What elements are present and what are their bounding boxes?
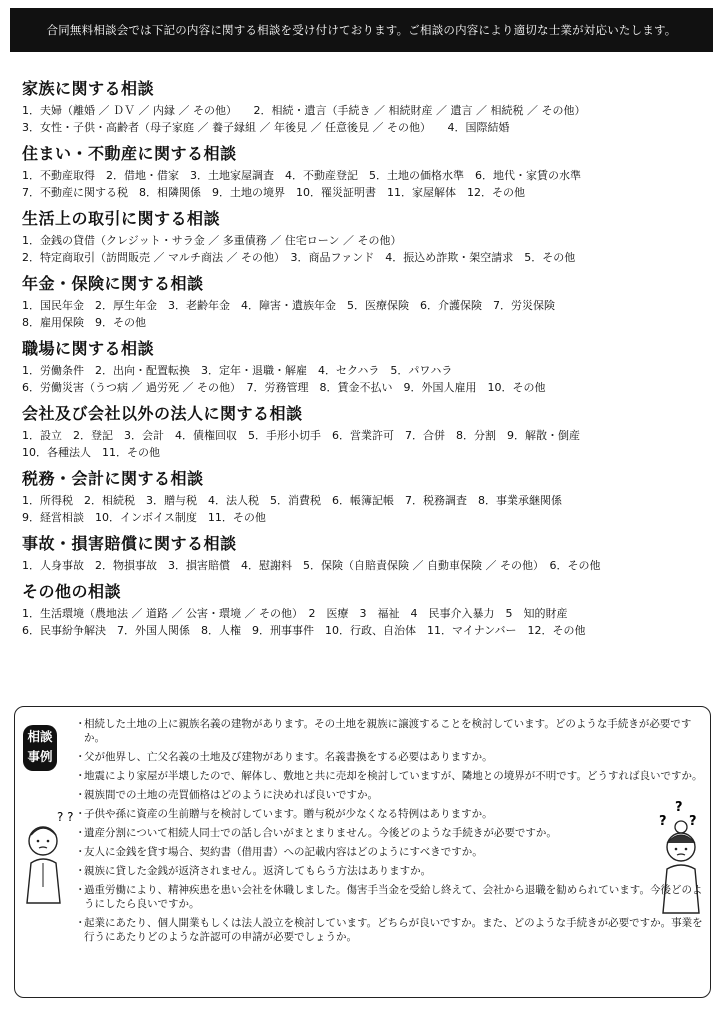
case-text: 子供や孫に資産の生前贈与を検討しています。贈与税が少なくなる特例はありますか。	[84, 808, 493, 820]
category-items-line: 7．不動産に関する税 8．相隣関係 9．土地の境界 10．罹災証明書 11．家屋解体 12．その他	[22, 186, 525, 199]
consultation-examples-box	[14, 706, 711, 998]
category-items-line: 1．不動産取得 2．借地・借家 3．土地家屋調査 4．不動産登記 5．土地の価格水準 6．地代・家賃の水準	[22, 169, 581, 182]
case-text: 友人に金銭を貸す場合、契約書（借用書）への記載内容はどのようにすべきですか。	[84, 846, 483, 858]
category-title: 会社及び会社以外の法人に関する相談	[22, 404, 303, 423]
case-example	[75, 750, 705, 764]
category-section	[22, 274, 712, 331]
category-items-line: 1．国民年金 2．厚生年金 3．老齢年金 4．障害・遺族年金 5．医療保険 6．介護保険 7．労災保険	[22, 299, 555, 312]
category-section	[22, 582, 712, 639]
thinking-man-illustration	[23, 807, 75, 917]
badge-line: 相談	[27, 729, 53, 744]
category-title: 税務・会計に関する相談	[22, 469, 204, 488]
case-example	[75, 788, 705, 802]
case-text: 親族に貸した金銭が返済されません。返済してもらう方法はありますか。	[84, 865, 432, 877]
case-list	[75, 717, 705, 949]
bullet-icon: ・	[75, 808, 86, 820]
category-section	[22, 79, 712, 136]
category-items-line: 10．各種法人 11．その他	[22, 446, 160, 459]
bullet-icon: ・	[75, 751, 86, 763]
category-section	[22, 534, 712, 574]
bullet-icon: ・	[75, 917, 86, 929]
category-items-line: 1．労働条件 2．出向・配置転換 3．定年・退職・解雇 4．セクハラ 5．パワハラ	[22, 364, 453, 377]
bullet-icon: ・	[75, 846, 86, 858]
category-items-line: 2．特定商取引（訪問販売 ／ マルチ商法 ／ その他） 3．商品ファンド 4．振込め詐欺・架空請求 5．その他	[22, 251, 576, 264]
category-title: 事故・損害賠償に関する相談	[22, 534, 237, 553]
svg-text:?: ?	[689, 814, 697, 829]
category-title: 家族に関する相談	[22, 79, 155, 98]
bullet-icon: ・	[75, 770, 86, 782]
case-example	[75, 883, 705, 911]
bullet-icon: ・	[75, 718, 86, 730]
category-items-line: 6．労働災害（うつ病 ／ 過労死 ／ その他） 7．労務管理 8．賃金不払い 9．外国人雇用 10．その他	[22, 381, 546, 394]
badge-line: 事例	[27, 749, 53, 764]
bullet-icon: ・	[75, 884, 86, 896]
case-text: 遺産分割について相続人同士での話し合いがまとまりません。今後どのような手続きが必要ですか。	[84, 827, 557, 839]
svg-text:?: ?	[675, 800, 683, 815]
case-text: 過重労働により、精神疾患を患い会社を休職しました。傷害手当金を受給し終えて、会社から退職を勧められています。今後どのようにしたら良いですか。	[84, 884, 703, 910]
svg-text:?: ?	[659, 814, 667, 829]
category-title: 職場に関する相談	[22, 339, 155, 358]
case-text: 相続した土地の上に親族名義の建物があります。その土地を親族に譲渡することを検討しています。どのような手続きが必要ですか。	[84, 718, 692, 744]
consultation-categories	[22, 79, 712, 647]
category-section	[22, 339, 712, 396]
category-title: 年金・保険に関する相談	[22, 274, 204, 293]
category-items-line: 1．金銭の貸借（クレジット・サラ金 ／ 多重債務 ／ 住宅ローン ／ その他）	[22, 234, 402, 247]
case-text: 親族間での土地の売買価格はどのように決めれば良いですか。	[84, 789, 378, 801]
case-example	[75, 807, 705, 821]
category-section	[22, 469, 712, 526]
category-items-line: 3．女性・子供・高齢者（母子家庭 ／ 養子縁組 ／ 年後見 ／ 任意後見 ／ その他） 4．国際結婚	[22, 121, 510, 134]
category-items-line: 1．所得税 2．相続税 3．贈与税 4．法人税 5．消費税 6．帳簿記帳 7．税務調査 8．事業承継関係	[22, 494, 562, 507]
category-title: 住まい・不動産に関する相談	[22, 144, 237, 163]
case-text: 起業にあたり、個人開業もしくは法人設立を検討しています。どちらが良いですか。また、どのような手続きが必要ですか。事業を行うにあたりどのような許認可の申請が必要でしょうか。	[84, 917, 703, 943]
category-section	[22, 209, 712, 266]
case-example	[75, 916, 705, 944]
category-items-line: 1．夫婦（離婚 ／ ＤＶ ／ 内縁 ／ その他） 2．相続・遺言（手続き ／ 相続財産 ／ 遺言 ／ 相続税 ／ その他）	[22, 104, 586, 117]
category-items-line: 9．経営相談 10．インボイス制度 11．その他	[22, 511, 266, 524]
category-title: 生活上の取引に関する相談	[22, 209, 221, 228]
case-example	[75, 717, 705, 745]
case-example	[75, 826, 705, 840]
category-section	[22, 144, 712, 201]
category-items-line: 6．民事紛争解決 7．外国人関係 8．人権 9．刑事事件 10．行政、自治体 11．マイナンバー 12．その他	[22, 624, 586, 637]
category-items-line: 8．雇用保険 9．その他	[22, 316, 146, 329]
category-items-line: 1．人身事故 2．物損事故 3．損害賠償 4．慰謝料 5．保険（自賠責保険 ／ 自動車保険 ／ その他） 6．その他	[22, 559, 601, 572]
examples-badge	[23, 725, 57, 771]
category-items-line: 1．設立 2．登記 3．会計 4．債権回収 5．手形小切手 6．営業許可 7．合併 8．分割 9．解散・倒産	[22, 429, 580, 442]
case-example	[75, 864, 705, 878]
bullet-icon: ・	[75, 827, 86, 839]
svg-text:? ?: ? ?	[57, 810, 74, 824]
case-text: 父が他界し、亡父名義の土地及び建物があります。名義書換をする必要はありますか。	[84, 751, 493, 763]
case-example	[75, 845, 705, 859]
bullet-icon: ・	[75, 865, 86, 877]
category-title: その他の相談	[22, 582, 122, 601]
case-example	[75, 769, 705, 783]
category-section	[22, 404, 712, 461]
category-items-line: 1．生活環境（農地法 ／ 道路 ／ 公害・環境 ／ その他） 2 医療 3 福祉 4 民事介入暴力 5 知的財産	[22, 607, 568, 620]
header-banner: 合同無料相談会では下記の内容に関する相談を受け付けております。ご相談の内容により適切な士業が対応いたします。	[10, 8, 713, 52]
case-text: 地震により家屋が半壊したので、解体し、敷地と共に売却を検討していますが、隣地との境界が不明です。どうすれば良いですか。	[84, 770, 703, 782]
bullet-icon: ・	[75, 789, 86, 801]
